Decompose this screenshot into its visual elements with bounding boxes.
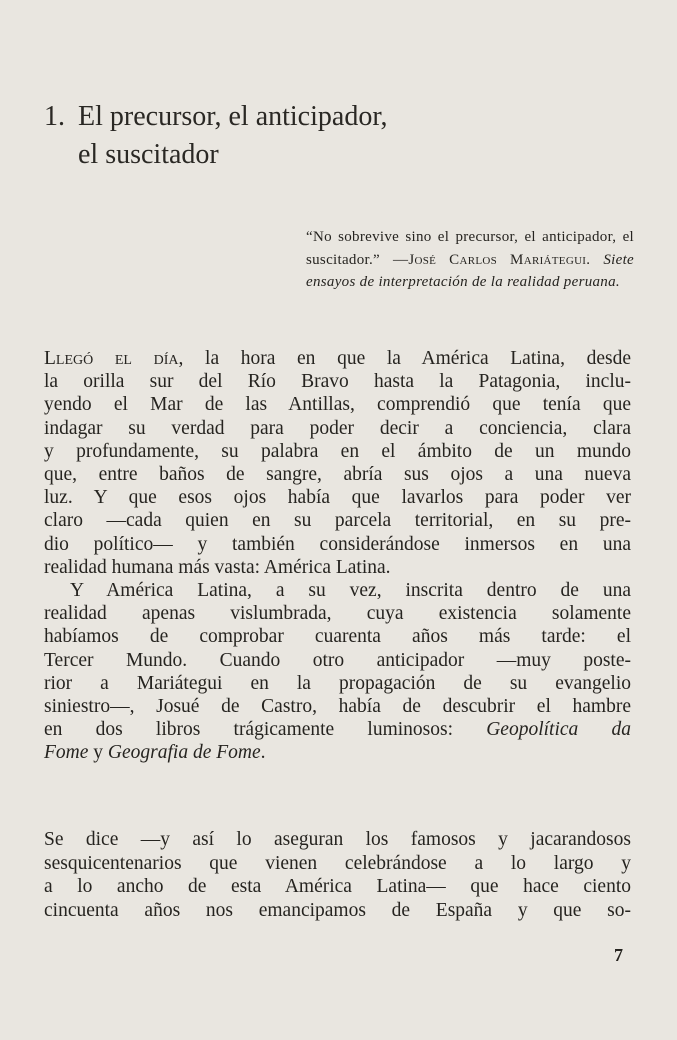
- epigraph-period: .: [586, 251, 604, 268]
- text-line: y profundamente, su palabra en el ámbito de un mundo: [44, 440, 631, 462]
- text-line: realidad humana más vasta: América Latina.: [44, 556, 391, 578]
- text-line: dio político— y también considerándose inmersos en una: [44, 533, 631, 555]
- book-title: Fome: [44, 742, 89, 764]
- text-line: realidad apenas vislumbrada, cuya existencia solamente: [44, 603, 631, 625]
- text-line: siniestro—, Josué de Castro, había de descubrir el hambre: [44, 696, 631, 718]
- text-line: cincuenta años nos emancipamos de España y que so-: [44, 899, 631, 921]
- page-number: 7: [614, 945, 623, 965]
- paragraph-1: [44, 347, 631, 579]
- text-line: [44, 718, 631, 741]
- paragraph-opening: Llegó el día: [44, 348, 179, 369]
- text-line: rior a Mariátegui en la propagación de su evangelio: [44, 672, 631, 694]
- text-line: habíamos de comprobar cuarenta años más tarde: el: [44, 626, 631, 648]
- text-line: [44, 741, 631, 764]
- text-line-content: en dos libros trágicamente luminosos:: [44, 719, 487, 741]
- paragraph-2: [44, 579, 631, 765]
- main-text: [44, 347, 631, 765]
- text-line: la orilla sur del Río Bravo hasta la Patagonia, inclu-: [44, 371, 631, 393]
- chapter-title: [44, 98, 388, 174]
- epigraph-dash: —: [380, 251, 409, 268]
- epigraph-author: José Carlos Mariátegui: [408, 251, 587, 268]
- text-line: claro —cada quien en su parcela territorial, en su pre-: [44, 510, 631, 532]
- text-line: yendo el Mar de las Antillas, comprendió que tenía que: [44, 394, 631, 416]
- text-line: Tercer Mundo. Cuando otro anticipador —muy poste-: [44, 649, 631, 671]
- text-line: luz. Y que esos ojos había que lavarlos para poder ver: [44, 487, 631, 509]
- text-line: Y América Latina, a su vez, inscrita dentro de una: [70, 580, 631, 602]
- text-line-content: .: [260, 742, 266, 764]
- epigraph-quote: “No sobrevive sino el precursor, el anticipador, el suscitador.”: [306, 229, 634, 268]
- text-line: [44, 347, 631, 370]
- main-text-continued: [44, 828, 631, 922]
- chapter-title-line-2: el suscitador: [78, 139, 219, 170]
- text-line: indagar su verdad para poder decir a conciencia, clara: [44, 417, 631, 439]
- text-line-content: , la hora en que la América Latina, desde: [178, 348, 631, 369]
- text-line-content: y: [88, 742, 108, 764]
- epigraph: [306, 226, 634, 294]
- epigraph-work-title: Siete ensayos de interpretación de la realidad peruana.: [306, 251, 635, 290]
- text-line: a lo ancho de esta América Latina— que hace ciento: [44, 876, 631, 898]
- text-line: que, entre baños de sangre, abría sus ojos a una nueva: [44, 464, 631, 486]
- text-line: Se dice —y así lo aseguran los famosos y jacarandosos: [44, 829, 631, 850]
- book-title: Geografia de Fome: [107, 742, 261, 764]
- chapter-number: 1.: [44, 101, 65, 132]
- text-line: sesquicentenarios que vienen celebrándose a lo largo y: [44, 852, 631, 874]
- book-title: Geopolítica da: [486, 719, 631, 741]
- chapter-title-line-1: El precursor, el anticipador,: [78, 101, 388, 132]
